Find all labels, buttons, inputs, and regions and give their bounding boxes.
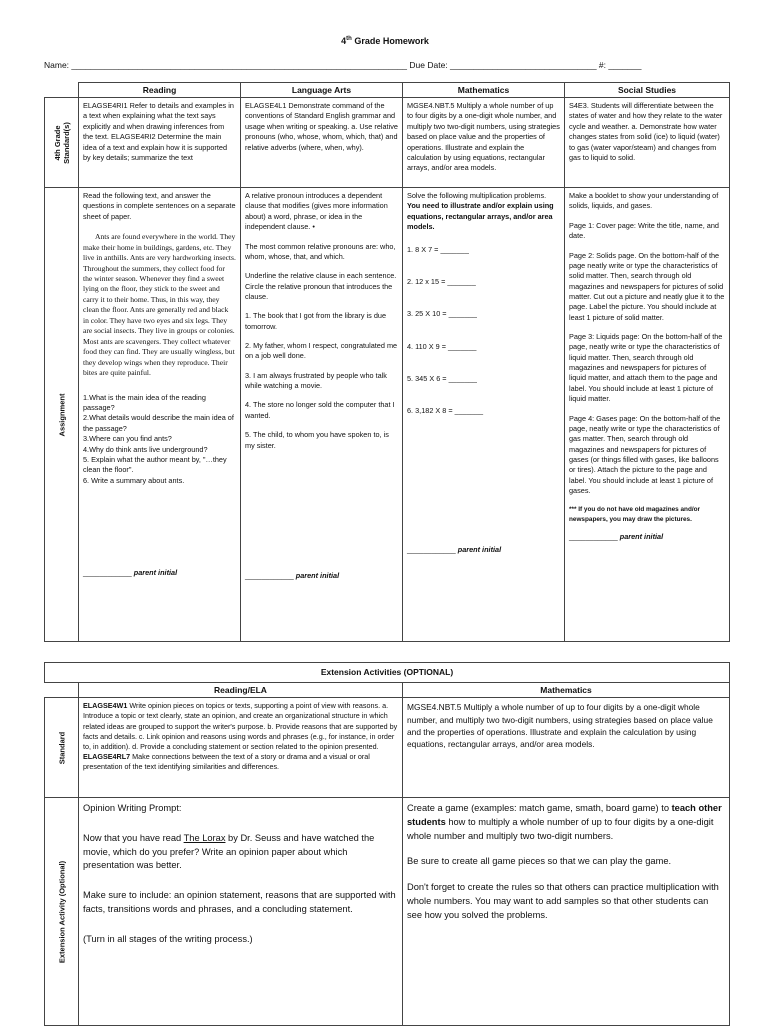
- list-item: 3. 25 X 10 = _______: [407, 309, 477, 319]
- column-header-reading-ela: Reading/ELA: [79, 683, 403, 698]
- extension-table: [44, 662, 730, 1026]
- math-activity-rules: Don't forget to create the rules so that others can practice multiplication with whole numbers. You may want to add samples so that other students can see how you solved the problems.: [407, 882, 719, 920]
- parent-initial-math[interactable]: ____________ parent initial: [407, 544, 502, 554]
- social-intro: Make a booklet to show your understanding of solids, liquids, and gases.: [569, 191, 719, 211]
- list-item: 2. My father, whom I respect, congratulated me on a job well done.: [245, 341, 398, 361]
- math-extension-standard: MGSE4.NBT.5 Multiply a whole number of up to four digits by a one-digit whole number, and multiply two two-digit numbers, using strategies based on place value and the properties of operations. Illustrate and explain the calculation by using equations, rectangular arrays, and/or area models.: [403, 698, 730, 798]
- list-item: Page 4: Gases page: On the bottom-half of the page, neatly write or type the characteristics of gas matter. Then, search through old magazines and newspapers for pictures of gases (or things filled with gases, like balloons or tires). Attach the picture to the page and label. You should include at least 1 picture of gases.: [569, 413, 721, 496]
- list-item: 1. The book that I got from the library is due tomorrow.: [245, 311, 387, 331]
- social-standard: S4E3. Students will differentiate between the states of water and how they relate to the water cycle and weather. a. Demonstrate how water changes states from solid (ice) to liquid (water) to gas (water vapor/steam) and changes from gas to liquid to solid.: [565, 98, 730, 188]
- page-title: 4th Grade Homework: [341, 36, 429, 46]
- row-label-assignment: Assignment: [45, 188, 79, 642]
- ela-activity-requirements: Make sure to include: an opinion statement, reasons that are supported with facts, transitions words and phrases, and a concluding statement.: [83, 890, 396, 914]
- column-header-mathematics: Mathematics: [403, 683, 730, 698]
- math-activity-prompt: Create a game (examples: match game, smath, board game) to teach other students how to multiply a whole number of up to four digits by a one-digit whole number and multiply two two-digit numbers.: [407, 803, 722, 841]
- list-item: 1.What is the main idea of the reading passage?: [83, 392, 206, 413]
- corner-cell: [45, 83, 79, 98]
- list-item: 6. 3,182 X 8 = _______: [407, 406, 484, 416]
- list-item: 4.Why do think ants live underground?: [83, 444, 208, 454]
- ela-standard: ELAGSE4W1 Write opinion pieces on topics or texts, supporting a point of view with reasons. a. Introduce a topic or text clearly, state an opinion, and create an organizational structure in which related ideas are grouped to support the writer's purpose. b. Provide reasons that are supported by facts and details. c. Link opinion and reasons using words and phrases (e.g., for instance, in order to, in addition). d. Provide a concluding statement or section related to the opinion presented. ELAGSE4RL7 Make connections between the text of a story or drama and a visual or oral presentation of the text identifying similarities and differences.: [79, 698, 403, 798]
- language-common-pronouns: The most common relative pronouns are: who, whom, whose, that, and which.: [245, 241, 396, 261]
- parent-initial-language[interactable]: ____________ parent initial: [245, 570, 340, 580]
- ela-activity-note: (Turn in all stages of the writing process.): [83, 933, 253, 944]
- name-due-date-line[interactable]: Name: _______________________________________________________________________ Due Date: _______________________________ #: _______: [44, 60, 642, 70]
- social-note: *** If you do not have old magazines and/or newspapers, you may draw the pictures.: [569, 506, 701, 523]
- language-intro: A relative pronoun introduces a dependent clause that modifies (gives more information about) a word, phrase, or idea in the independent clause. •: [245, 191, 388, 232]
- language-assignment: [241, 188, 403, 642]
- list-item: Page 2: Solids page. On the bottom-half of the page neatly write or type the characteristics of solid matter. Then, search through old magazines and newspapers for pictures of solid matter. Cut out a picture and neatly glue it to the page. Label the picture. You should include at least 1 picture of solid matter.: [569, 250, 725, 322]
- reading-assignment: [79, 188, 241, 642]
- language-standard: ELAGSE4L1 Demonstrate command of the conventions of Standard English grammar and usage when writing or speaking. a. Use relative pronouns (who, whose, whom, which, that) and relative adverbs (where, when, why).: [241, 98, 403, 188]
- parent-initial-reading[interactable]: ____________ parent initial: [83, 567, 178, 577]
- math-standard: MGSE4.NBT.5 Multiply a whole number of up to four digits by a one-digit whole number, and multiply two two-digit numbers, using strategies based on place value and the properties of operations. Illustrate and explain the calculation by using equations, rectangular arrays, and/or area models.: [403, 98, 565, 188]
- row-label-standard: Standard: [45, 698, 79, 798]
- row-label-standards: 4th Grade Standard(s): [45, 98, 79, 188]
- list-item: 1. 8 X 7 = _______: [407, 244, 469, 254]
- math-activity: [403, 798, 730, 1026]
- math-activity-pieces: Be sure to create all game pieces so that we can play the game.: [407, 856, 672, 867]
- ela-activity-prompt: Now that you have read The Lorax by Dr. Seuss and have watched the movie, which do you prefer? Write an opinion paper about which presentation was better.: [83, 832, 375, 871]
- math-assignment: [403, 188, 565, 642]
- list-item: 3.Where can you find ants?: [83, 434, 172, 444]
- reading-questions: [83, 393, 236, 486]
- parent-initial-social[interactable]: ____________ parent initial: [569, 531, 664, 541]
- list-item: 5. 345 X 6 = _______: [407, 373, 477, 383]
- list-item: 2. 12 x 15 = _______: [407, 276, 476, 286]
- row-label-extension-activity: Extension Activity (Optional): [45, 798, 79, 1026]
- list-item: Page 3: Liquids page: On the bottom-half of the page, neatly write or type the characteristics of liquid matter. Then, search through old magazines and newspapers for pictures of liquid matter, and attach them to the page and label. You should include at least 1 picture of liquid matter.: [569, 332, 723, 404]
- reading-intro: Read the following text, and answer the questions in complete sentences on a separate sheet of paper.: [83, 191, 236, 221]
- column-header-language-arts: Language Arts: [241, 83, 403, 98]
- social-assignment: [565, 188, 730, 642]
- ela-activity-heading: Opinion Writing Prompt:: [83, 803, 182, 814]
- list-item: 6. Write a summary about ants.: [83, 475, 185, 485]
- column-header-reading: Reading: [79, 83, 241, 98]
- list-item: Page 1: Cover page: Write the title, name, and date.: [569, 220, 719, 241]
- list-item: 2.What details would describe the main idea of the passage?: [83, 413, 234, 433]
- list-item: 5. Explain what the author meant by, "…they clean the floor".: [83, 454, 227, 475]
- column-header-social-studies: Social Studies: [565, 83, 730, 98]
- reading-passage: Ants are found everywhere in the world. They make their home in buildings, gardens, etc. They live in anthills. Ants are very hardworking insects. Throughout the summers, they collect food for the winter season. Whenever they find a sweet lying on the floor, they stick to the sweet and carry it to their home. Thus, in this way, they clean the floor. Ants are generally red and black in color. They have two eyes and six legs. They are social insects. They live in groups or colonies. Most ants are scavengers. They collect whatever food they can find. They are usually wingless, but they develop wings when they reproduce. Their bites are quite painful.: [83, 232, 236, 378]
- language-instruction: Underline the relative clause in each sentence. Circle the relative pronoun that introduces the clause.: [245, 271, 397, 301]
- ela-activity: [79, 798, 403, 1026]
- homework-table: [44, 82, 730, 642]
- list-item: 5. The child, to whom you have spoken to, is my sister.: [245, 430, 389, 450]
- reading-standard: ELAGSE4RI1 Refer to details and examples in a text when explaining what the text says explicitly and when drawing inferences from the text. ELAGSE4RI2 Determine the main idea of a text and explain how it is supported by key details; summarize the text: [79, 98, 241, 188]
- column-header-mathematics: Mathematics: [403, 83, 565, 98]
- list-item: 4. 110 X 9 = _______: [407, 341, 477, 351]
- math-intro: Solve the following multiplication problems. You need to illustrate and/or explain using equations, rectangular arrays, and/or area models.: [407, 191, 554, 232]
- list-item: 3. I am always frustrated by people who talk while watching a movie.: [245, 370, 387, 391]
- list-item: 4. The store no longer sold the computer that I wanted.: [245, 400, 395, 420]
- corner-cell: [45, 683, 79, 698]
- extension-title: Extension Activities (OPTIONAL): [45, 663, 730, 683]
